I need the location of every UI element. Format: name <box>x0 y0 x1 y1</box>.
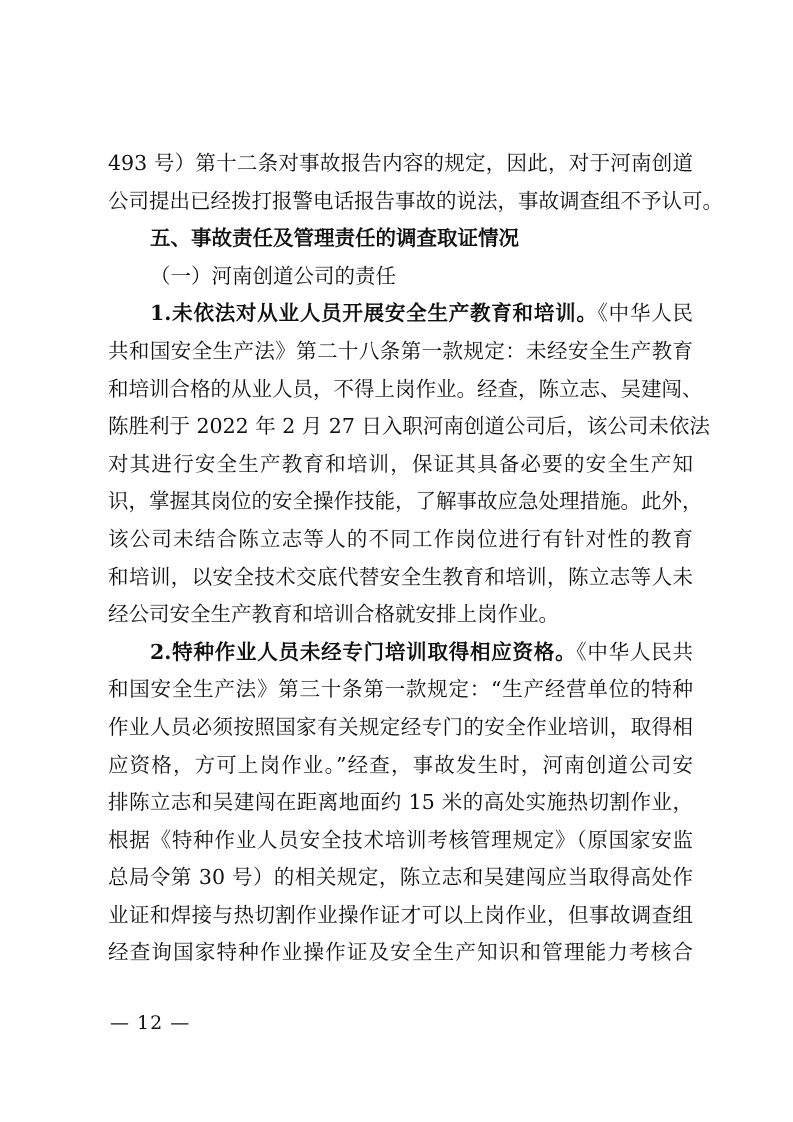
paragraph-line: 应资格，方可上岗作业。”经查，事故发生时，河南创道公司安 <box>108 752 693 777</box>
paragraph-line: 和培训合格的从业人员，不得上岗作业。经查，陈立志、吴建闯、 <box>108 376 703 401</box>
paragraph-line: 总局令第 30 号）的相关规定，陈立志和吴建闯应当取得高处作 <box>108 865 693 890</box>
body-text <box>108 145 723 972</box>
paragraph-line: 排陈立志和吴建闯在距离地面约 15 米的高处实施热切割作业， <box>108 790 693 815</box>
paragraph-line: 和国安全生产法》第三十条第一款规定：“生产经营单位的特种 <box>108 677 693 702</box>
paragraph-line: 共和国安全生产法》第二十八条第一款规定：未经安全生产教育 <box>108 338 693 363</box>
paragraph-line: 对其进行安全生产教育和培训，保证其具备必要的安全生产知 <box>108 451 693 476</box>
item1-title-line <box>108 295 693 333</box>
paragraph-line: 493 号）第十二条对事故报告内容的规定，因此，对于河南创道 <box>108 151 693 175</box>
paragraph-line: 该公司未结合陈立志等人的不同工作岗位进行有针对性的教育 <box>108 526 693 551</box>
paragraph-line: 识，掌握其岗位的安全操作技能，了解事故应急处理措施。此外， <box>108 489 703 514</box>
item2-title-line <box>108 634 693 672</box>
paragraph-line: 公司提出已经拨打报警电话报告事故的说法，事故调查组不予认可。 <box>108 188 723 213</box>
item2-title-rest: 《中华人民共 <box>576 639 693 664</box>
item1-title-rest: 《中华人民 <box>597 301 694 326</box>
subsection-heading: （一）河南创道公司的责任 <box>150 263 396 288</box>
paragraph-line: 陈胜利于 2022 年 2 月 27 日入职河南创道公司后，该公司未依法 <box>108 414 710 439</box>
paragraph-line: 经公司安全生产教育和培训合格就安排上岗作业。 <box>108 602 559 627</box>
paragraph-line: 和培训，以安全技术交底代替安全生教育和培训，陈立志等人未 <box>108 564 693 589</box>
paragraph-line: 经查询国家特种作业操作证及安全生产知识和管理能力考核合 <box>108 940 693 965</box>
section-heading: 五、事故责任及管理责任的调查取证情况 <box>150 226 519 251</box>
item1-title: 1.未依法对从业人员开展安全生产教育和培训。 <box>150 301 598 326</box>
item2-title: 2.特种作业人员未经专门培训取得相应资格。 <box>150 639 577 664</box>
paragraph-line: 根据《特种作业人员安全技术培训考核管理规定》（原国家安监 <box>108 827 693 852</box>
page-number: — 12 — <box>110 1012 191 1034</box>
paragraph-line: 作业人员必须按照国家有关规定经专门的安全作业培训，取得相 <box>108 714 693 739</box>
paragraph-line: 业证和焊接与热切割作业操作证才可以上岗作业，但事故调查组 <box>108 902 693 927</box>
